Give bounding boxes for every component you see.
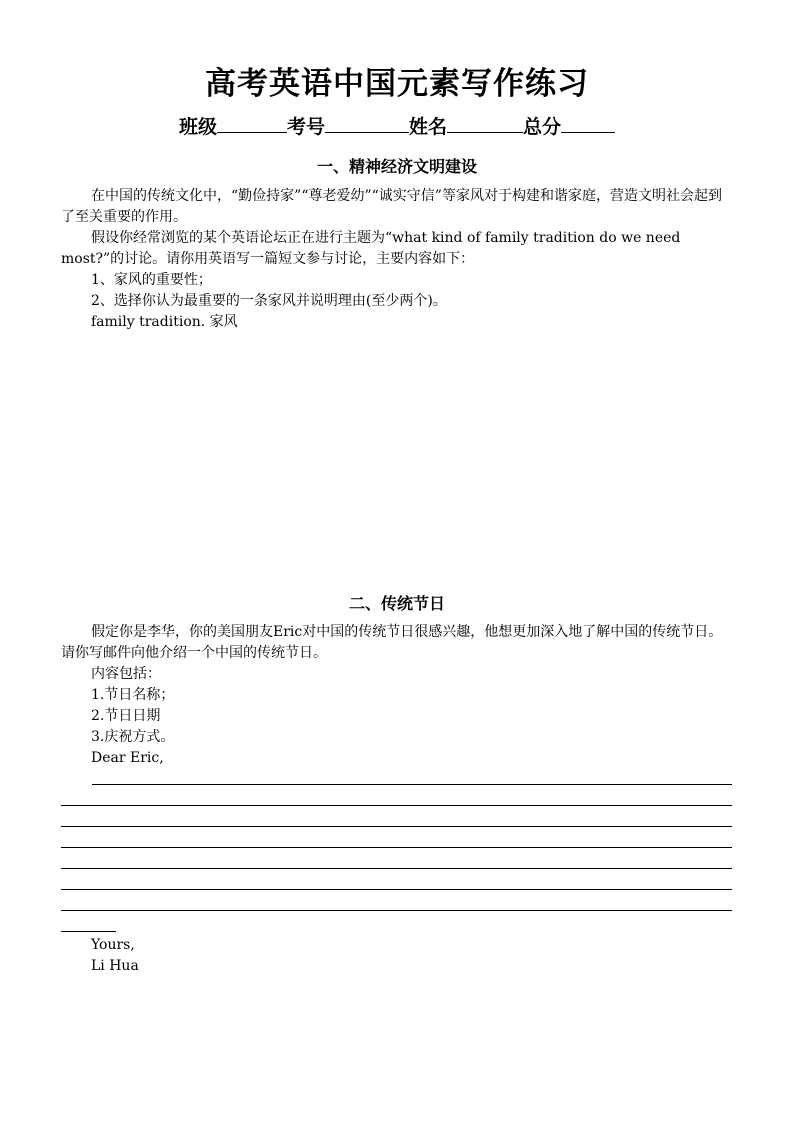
writing-line[interactable] [61, 868, 732, 869]
letter-greeting: Dear Eric, [91, 750, 164, 766]
writing-line[interactable] [92, 784, 732, 785]
section2-heading: 二、传统节日 [348, 594, 445, 613]
name-label: 姓名 [409, 116, 448, 138]
section1-item-1: 1、家风的重要性； [91, 272, 212, 288]
section1-item-2: 2、选择你认为最重要的一条家风并说明理由(至少两个)。 [91, 293, 447, 309]
writing-line[interactable] [61, 847, 732, 848]
exam-number-blank[interactable] [325, 114, 409, 133]
section2-item-2: 2.节日日期 [91, 708, 161, 724]
section1-note: family tradition. 家风 [91, 314, 238, 330]
letter-signature: Li Hua [91, 958, 139, 974]
score-blank[interactable] [561, 114, 615, 133]
score-label: 总分 [523, 116, 562, 138]
student-info-row [0, 112, 794, 139]
section2-paragraph-1: 假定你是李华，你的美国朋友Eric对中国的传统节日很感兴趣，他想更加深入地了解中国的传统节日。请你写邮件向他介绍一个中国的传统节日。 [61, 624, 723, 661]
section2-contents-label: 内容包括： [91, 666, 161, 682]
letter-closing: Yours, [91, 937, 135, 953]
section1-heading: 一、精神经济文明建设 [316, 157, 477, 176]
class-blank[interactable] [217, 114, 287, 133]
writing-line[interactable] [61, 826, 732, 827]
writing-line[interactable] [61, 910, 732, 911]
writing-line[interactable] [61, 805, 732, 806]
class-label: 班级 [178, 116, 217, 138]
section2-item-1: 1.节日名称； [91, 687, 175, 703]
section2-item-3: 3.庆祝方式。 [91, 729, 175, 745]
section1-paragraph-2: 假设你经常浏览的某个英语论坛正在进行主题为“what kind of family tradition do we need most?”的讨论。请你用英语写一篇短文参与讨论，主要内容如下： [61, 230, 681, 267]
exam-number-label: 考号 [286, 116, 325, 138]
name-blank[interactable] [447, 114, 523, 133]
writing-line[interactable] [61, 889, 732, 890]
section1-paragraph-1: 在中国的传统文化中，“勤俭持家”“尊老爱幼”“诚实守信”等家风对于构建和谐家庭，营造文明社会起到了至关重要的作用。 [61, 188, 722, 225]
writing-line-short[interactable] [61, 931, 116, 932]
page-title: 高考英语中国元素写作练习 [205, 66, 589, 102]
